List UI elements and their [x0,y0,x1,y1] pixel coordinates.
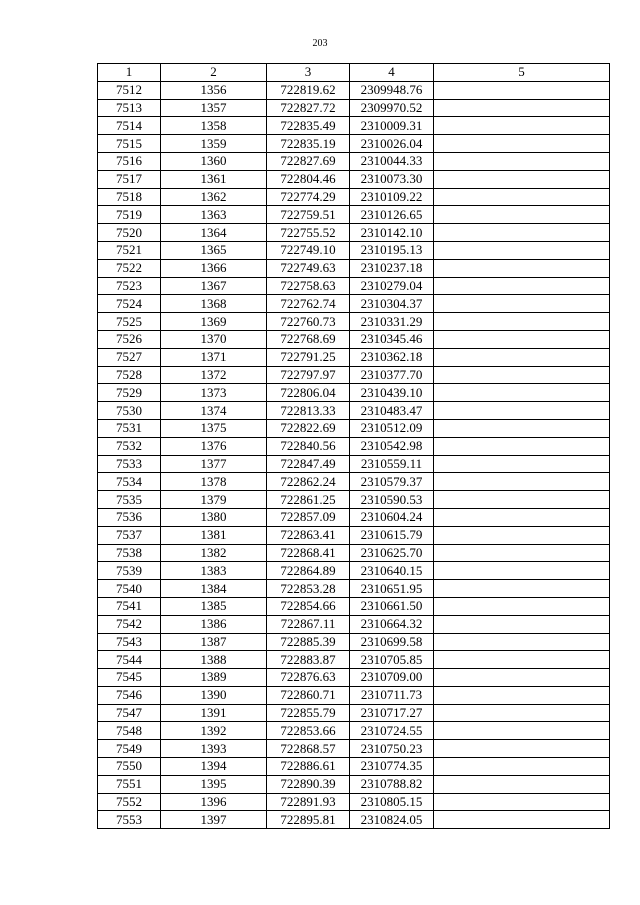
vertex-number-cell: 1372 [161,366,267,384]
point-number-cell: 7547 [98,704,161,722]
note-cell [434,224,610,242]
y-coordinate-cell: 2310805.15 [350,793,434,811]
point-number-cell: 7521 [98,241,161,259]
table-row [98,170,610,188]
x-coordinate-cell: 722861.25 [267,491,350,509]
note-cell [434,722,610,740]
note-cell [434,633,610,651]
table-row [98,669,610,687]
vertex-number-cell: 1361 [161,170,267,188]
y-coordinate-cell: 2310724.55 [350,722,434,740]
x-coordinate-cell: 722863.41 [267,526,350,544]
point-number-cell: 7541 [98,597,161,615]
y-coordinate-cell: 2310126.65 [350,206,434,224]
vertex-number-cell: 1384 [161,580,267,598]
x-coordinate-cell: 722768.69 [267,330,350,348]
point-number-cell: 7552 [98,793,161,811]
vertex-number-cell: 1375 [161,419,267,437]
vertex-number-cell: 1390 [161,686,267,704]
note-cell [434,562,610,580]
x-coordinate-cell: 722853.66 [267,722,350,740]
y-coordinate-cell: 2310717.27 [350,704,434,722]
vertex-number-cell: 1392 [161,722,267,740]
x-coordinate-cell: 722835.19 [267,135,350,153]
y-coordinate-cell: 2310699.58 [350,633,434,651]
y-coordinate-cell: 2310362.18 [350,348,434,366]
x-coordinate-cell: 722867.11 [267,615,350,633]
point-number-cell: 7532 [98,437,161,455]
vertex-number-cell: 1383 [161,562,267,580]
x-coordinate-cell: 722774.29 [267,188,350,206]
note-cell [434,651,610,669]
x-coordinate-cell: 722857.09 [267,508,350,526]
vertex-number-cell: 1380 [161,508,267,526]
vertex-number-cell: 1358 [161,117,267,135]
y-coordinate-cell: 2310788.82 [350,775,434,793]
x-coordinate-cell: 722868.41 [267,544,350,562]
table-row [98,135,610,153]
x-coordinate-cell: 722883.87 [267,651,350,669]
table-row [98,188,610,206]
point-number-cell: 7522 [98,259,161,277]
y-coordinate-cell: 2310640.15 [350,562,434,580]
table-row [98,775,610,793]
point-number-cell: 7537 [98,526,161,544]
x-coordinate-cell: 722755.52 [267,224,350,242]
note-cell [434,526,610,544]
note-cell [434,544,610,562]
table-row [98,758,610,776]
point-number-cell: 7527 [98,348,161,366]
x-coordinate-cell: 722835.49 [267,117,350,135]
vertex-number-cell: 1370 [161,330,267,348]
y-coordinate-cell: 2310590.53 [350,491,434,509]
x-coordinate-cell: 722759.51 [267,206,350,224]
y-coordinate-cell: 2309948.76 [350,81,434,99]
y-coordinate-cell: 2310483.47 [350,402,434,420]
table-row [98,348,610,366]
table-row [98,633,610,651]
note-cell [434,419,610,437]
x-coordinate-cell: 722762.74 [267,295,350,313]
table-row [98,508,610,526]
y-coordinate-cell: 2309970.52 [350,99,434,117]
vertex-number-cell: 1371 [161,348,267,366]
vertex-number-cell: 1386 [161,615,267,633]
note-cell [434,295,610,313]
note-cell [434,348,610,366]
note-cell [434,597,610,615]
y-coordinate-cell: 2310625.70 [350,544,434,562]
y-coordinate-cell: 2310304.37 [350,295,434,313]
vertex-number-cell: 1368 [161,295,267,313]
x-coordinate-cell: 722760.73 [267,313,350,331]
y-coordinate-cell: 2310345.46 [350,330,434,348]
vertex-number-cell: 1356 [161,81,267,99]
point-number-cell: 7516 [98,152,161,170]
x-coordinate-cell: 722840.56 [267,437,350,455]
point-number-cell: 7539 [98,562,161,580]
note-cell [434,508,610,526]
point-number-cell: 7526 [98,330,161,348]
y-coordinate-cell: 2310542.98 [350,437,434,455]
point-number-cell: 7512 [98,81,161,99]
vertex-number-cell: 1395 [161,775,267,793]
point-number-cell: 7538 [98,544,161,562]
table-row [98,580,610,598]
table-row [98,740,610,758]
y-coordinate-cell: 2310661.50 [350,597,434,615]
x-coordinate-cell: 722819.62 [267,81,350,99]
table-row [98,473,610,491]
table-row [98,597,610,615]
vertex-number-cell: 1381 [161,526,267,544]
point-number-cell: 7534 [98,473,161,491]
vertex-number-cell: 1366 [161,259,267,277]
page-number: 203 [312,38,328,49]
note-cell [434,704,610,722]
point-number-cell: 7536 [98,508,161,526]
x-coordinate-cell: 722813.33 [267,402,350,420]
y-coordinate-cell: 2310073.30 [350,170,434,188]
vertex-number-cell: 1369 [161,313,267,331]
x-coordinate-cell: 722895.81 [267,811,350,829]
note-cell [434,491,610,509]
table-row [98,241,610,259]
point-number-cell: 7514 [98,117,161,135]
x-coordinate-cell: 722864.89 [267,562,350,580]
vertex-number-cell: 1376 [161,437,267,455]
column-header-2: 2 [161,64,267,82]
vertex-number-cell: 1391 [161,704,267,722]
vertex-number-cell: 1389 [161,669,267,687]
note-cell [434,669,610,687]
note-cell [434,580,610,598]
vertex-number-cell: 1359 [161,135,267,153]
note-cell [434,152,610,170]
point-number-cell: 7546 [98,686,161,704]
y-coordinate-cell: 2310009.31 [350,117,434,135]
x-coordinate-cell: 722827.72 [267,99,350,117]
vertex-number-cell: 1357 [161,99,267,117]
vertex-number-cell: 1363 [161,206,267,224]
y-coordinate-cell: 2310705.85 [350,651,434,669]
note-cell [434,384,610,402]
point-number-cell: 7513 [98,99,161,117]
vertex-number-cell: 1373 [161,384,267,402]
table-row [98,224,610,242]
note-cell [434,277,610,295]
table-row [98,117,610,135]
x-coordinate-cell: 722853.28 [267,580,350,598]
header-row [98,64,610,82]
x-coordinate-cell: 722804.46 [267,170,350,188]
y-coordinate-cell: 2310651.95 [350,580,434,598]
column-header-4: 4 [350,64,434,82]
y-coordinate-cell: 2310615.79 [350,526,434,544]
note-cell [434,686,610,704]
x-coordinate-cell: 722868.57 [267,740,350,758]
y-coordinate-cell: 2310709.00 [350,669,434,687]
point-number-cell: 7530 [98,402,161,420]
y-coordinate-cell: 2310237.18 [350,259,434,277]
y-coordinate-cell: 2310439.10 [350,384,434,402]
point-number-cell: 7551 [98,775,161,793]
table-row [98,277,610,295]
coordinates-table [97,63,610,829]
note-cell [434,615,610,633]
point-number-cell: 7545 [98,669,161,687]
column-header-1: 1 [98,64,161,82]
table-row [98,402,610,420]
vertex-number-cell: 1396 [161,793,267,811]
y-coordinate-cell: 2310824.05 [350,811,434,829]
point-number-cell: 7518 [98,188,161,206]
y-coordinate-cell: 2310579.37 [350,473,434,491]
y-coordinate-cell: 2310559.11 [350,455,434,473]
table-row [98,366,610,384]
y-coordinate-cell: 2310109.22 [350,188,434,206]
vertex-number-cell: 1378 [161,473,267,491]
note-cell [434,99,610,117]
note-cell [434,402,610,420]
x-coordinate-cell: 722886.61 [267,758,350,776]
y-coordinate-cell: 2310604.24 [350,508,434,526]
y-coordinate-cell: 2310377.70 [350,366,434,384]
table-row [98,491,610,509]
x-coordinate-cell: 722854.66 [267,597,350,615]
x-coordinate-cell: 722847.49 [267,455,350,473]
y-coordinate-cell: 2310664.32 [350,615,434,633]
table-row [98,722,610,740]
point-number-cell: 7544 [98,651,161,669]
y-coordinate-cell: 2310026.04 [350,135,434,153]
table-row [98,419,610,437]
x-coordinate-cell: 722876.63 [267,669,350,687]
note-cell [434,170,610,188]
x-coordinate-cell: 722749.63 [267,259,350,277]
point-number-cell: 7520 [98,224,161,242]
y-coordinate-cell: 2310512.09 [350,419,434,437]
vertex-number-cell: 1379 [161,491,267,509]
table-body [98,81,610,828]
table-row [98,526,610,544]
table-row [98,81,610,99]
point-number-cell: 7540 [98,580,161,598]
note-cell [434,455,610,473]
point-number-cell: 7525 [98,313,161,331]
point-number-cell: 7550 [98,758,161,776]
point-number-cell: 7528 [98,366,161,384]
y-coordinate-cell: 2310044.33 [350,152,434,170]
x-coordinate-cell: 722797.97 [267,366,350,384]
point-number-cell: 7542 [98,615,161,633]
x-coordinate-cell: 722885.39 [267,633,350,651]
note-cell [434,366,610,384]
point-number-cell: 7553 [98,811,161,829]
note-cell [434,793,610,811]
vertex-number-cell: 1394 [161,758,267,776]
table-row [98,384,610,402]
vertex-number-cell: 1367 [161,277,267,295]
table-row [98,544,610,562]
vertex-number-cell: 1360 [161,152,267,170]
vertex-number-cell: 1365 [161,241,267,259]
table-row [98,686,610,704]
vertex-number-cell: 1385 [161,597,267,615]
note-cell [434,437,610,455]
table-row [98,562,610,580]
point-number-cell: 7524 [98,295,161,313]
y-coordinate-cell: 2310750.23 [350,740,434,758]
table-row [98,99,610,117]
point-number-cell: 7549 [98,740,161,758]
x-coordinate-cell: 722862.24 [267,473,350,491]
x-coordinate-cell: 722827.69 [267,152,350,170]
y-coordinate-cell: 2310774.35 [350,758,434,776]
point-number-cell: 7535 [98,491,161,509]
table-row [98,455,610,473]
point-number-cell: 7517 [98,170,161,188]
note-cell [434,81,610,99]
note-cell [434,135,610,153]
x-coordinate-cell: 722791.25 [267,348,350,366]
point-number-cell: 7523 [98,277,161,295]
vertex-number-cell: 1377 [161,455,267,473]
x-coordinate-cell: 722860.71 [267,686,350,704]
point-number-cell: 7533 [98,455,161,473]
note-cell [434,758,610,776]
note-cell [434,259,610,277]
y-coordinate-cell: 2310279.04 [350,277,434,295]
column-header-3: 3 [267,64,350,82]
table-row [98,152,610,170]
note-cell [434,313,610,331]
vertex-number-cell: 1387 [161,633,267,651]
y-coordinate-cell: 2310331.29 [350,313,434,331]
table-row [98,615,610,633]
table-row [98,206,610,224]
vertex-number-cell: 1362 [161,188,267,206]
y-coordinate-cell: 2310711.73 [350,686,434,704]
table-row [98,811,610,829]
x-coordinate-cell: 722890.39 [267,775,350,793]
note-cell [434,206,610,224]
vertex-number-cell: 1388 [161,651,267,669]
x-coordinate-cell: 722891.93 [267,793,350,811]
point-number-cell: 7529 [98,384,161,402]
y-coordinate-cell: 2310195.13 [350,241,434,259]
note-cell [434,775,610,793]
table-row [98,259,610,277]
column-header-5: 5 [434,64,610,82]
table-header [98,64,610,82]
point-number-cell: 7531 [98,419,161,437]
table-row [98,330,610,348]
table-row [98,295,610,313]
note-cell [434,473,610,491]
point-number-cell: 7543 [98,633,161,651]
y-coordinate-cell: 2310142.10 [350,224,434,242]
point-number-cell: 7548 [98,722,161,740]
table-row [98,437,610,455]
x-coordinate-cell: 722758.63 [267,277,350,295]
vertex-number-cell: 1374 [161,402,267,420]
vertex-number-cell: 1397 [161,811,267,829]
table-row [98,313,610,331]
x-coordinate-cell: 722749.10 [267,241,350,259]
note-cell [434,811,610,829]
point-number-cell: 7515 [98,135,161,153]
x-coordinate-cell: 722822.69 [267,419,350,437]
point-number-cell: 7519 [98,206,161,224]
vertex-number-cell: 1393 [161,740,267,758]
note-cell [434,117,610,135]
vertex-number-cell: 1364 [161,224,267,242]
table-row [98,704,610,722]
table-row [98,793,610,811]
note-cell [434,740,610,758]
note-cell [434,188,610,206]
table-row [98,651,610,669]
note-cell [434,330,610,348]
vertex-number-cell: 1382 [161,544,267,562]
x-coordinate-cell: 722806.04 [267,384,350,402]
note-cell [434,241,610,259]
x-coordinate-cell: 722855.79 [267,704,350,722]
